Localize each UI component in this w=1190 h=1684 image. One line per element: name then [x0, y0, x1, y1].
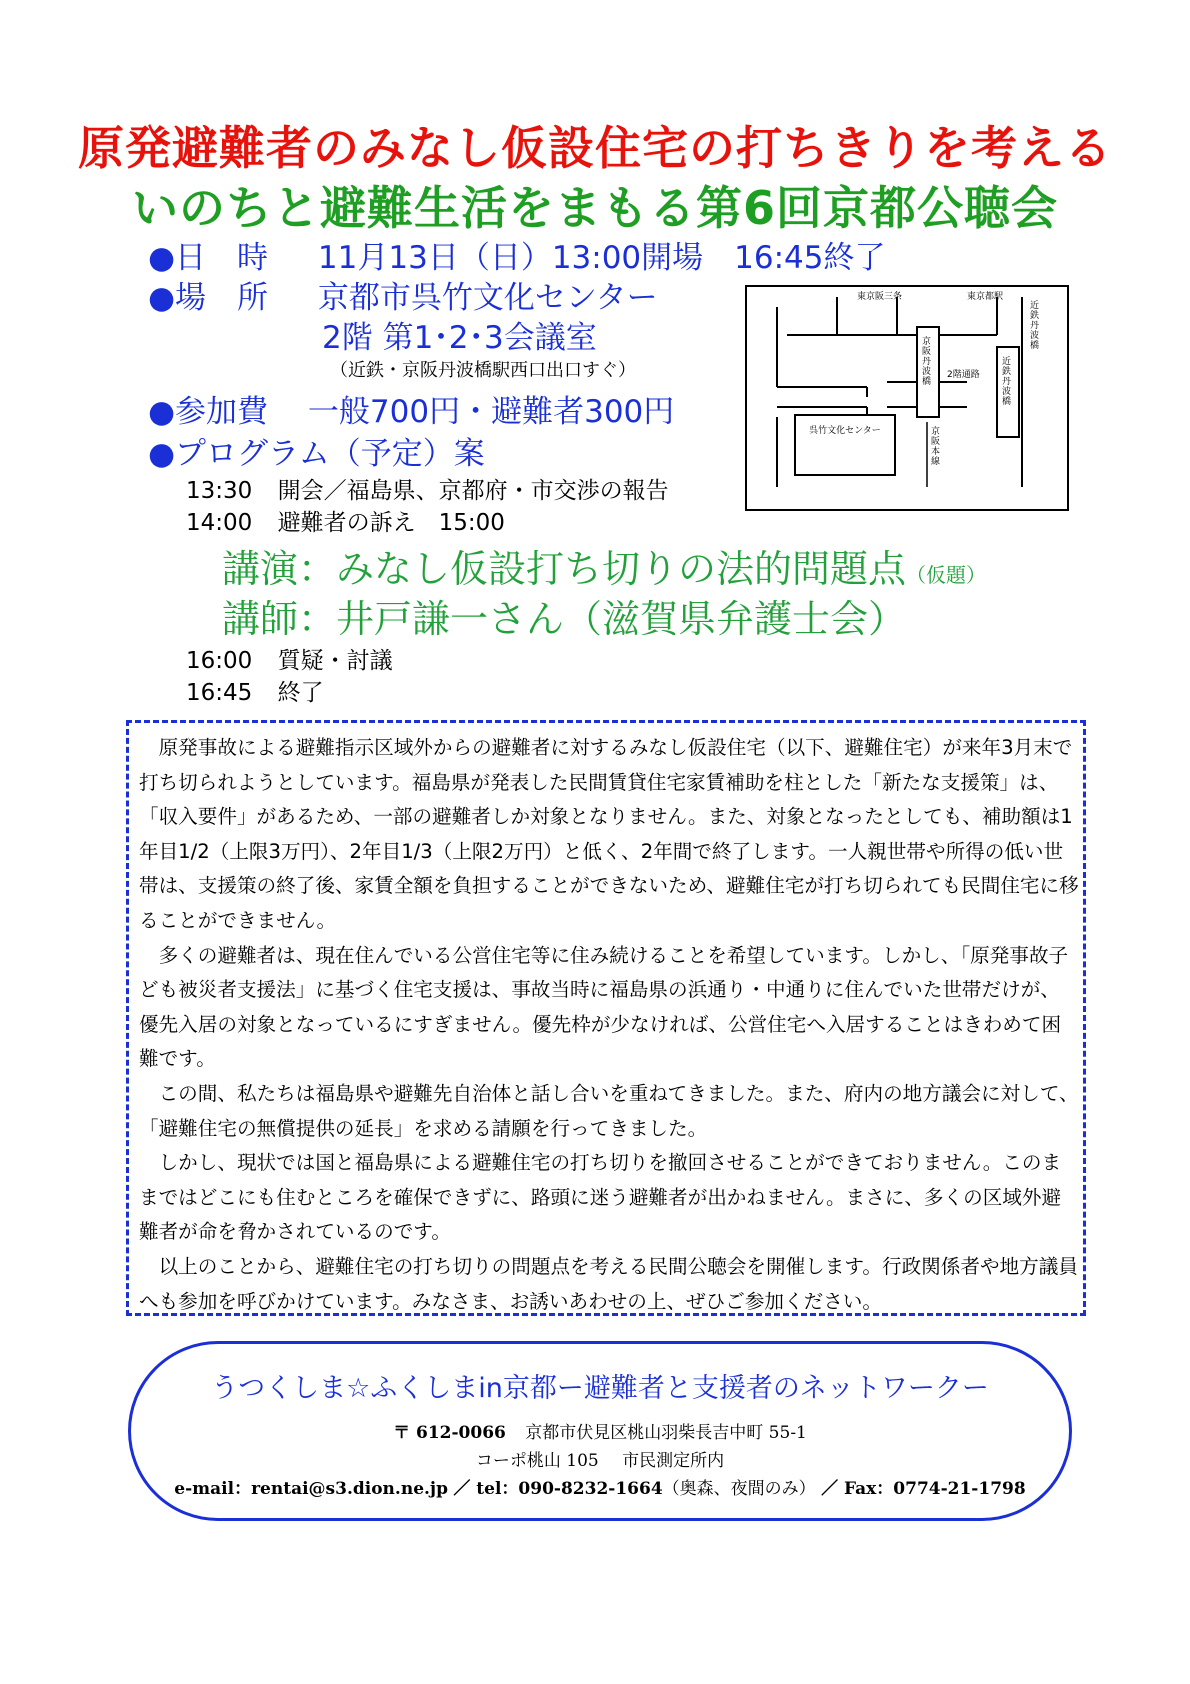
map-label: 京阪丹波橋: [922, 337, 932, 387]
body-paragraph: 多くの避難者は、現在住んでいる公営住宅等に住み続けることを希望しています。しかし、「原発事故子ども被災者支援法」に基づく住宅支援は、事故当時に福島県の浜通り・中通りに住んでいた世帯だけが、優先入居の対象となっているにすぎません。優先枠が少なければ、公営住宅へ入居することはきわめて困難です。: [139, 943, 1069, 1071]
date-row: [148, 232, 886, 277]
program-item: [186, 472, 669, 505]
program-item: [186, 504, 505, 537]
program-time: 13:30: [186, 478, 253, 504]
program-time: 16:00: [186, 648, 253, 674]
office: 市民測定所内: [622, 1451, 725, 1471]
email-label: e-mail：: [174, 1479, 252, 1499]
place-label: ●場 所: [148, 280, 269, 316]
date-label: ●日 時: [148, 240, 269, 276]
place-room: 2階 第1･2･3会議室: [322, 320, 597, 356]
body-paragraph: しかし、現状では国と福島県による避難住宅の打ち切りを撤回させることができておりません。このままではどこにも住むところを確保できずに、路頭に迷う避難者が出かねません。まさに、多くの区域外避難者が命を脅かされているのです。: [139, 1151, 1062, 1244]
map-label: 東京都駅: [967, 292, 1004, 302]
tel-number: 090-8232-1664: [518, 1479, 663, 1499]
map-label: 呉竹文化センター: [809, 426, 881, 436]
map-drawing: [747, 287, 1067, 509]
map-label: 東京阪三条: [857, 292, 903, 302]
program-text: 終了: [277, 680, 324, 706]
place-note: （近鉄・京阪丹波橋駅西口出口すぐ）: [330, 360, 636, 381]
body-paragraph: 原発事故による避難指示区域外からの避難者に対するみなし仮設住宅（以下、避難住宅）が来年3月末で打ち切られようとしています。福島県が発表した民間賃貸住宅家賃補助を柱とした「新たな支援策」は、「収入要件」があるため、一部の避難者しか対象となりません。また、対象となったとしても、補助額は1年目1/2（上限3万円）、2年目1/3（上限2万円）と低く、2年間で終了します。一人親世帯や所得の低い世帯は、支援策の終了後、家賃全額を負担することができないため、避難住宅が打ち切られても民間住宅に移ることができません。: [139, 736, 1079, 932]
address: 京都市伏見区桃山羽柴長吉中町 55-1: [525, 1423, 807, 1443]
place-value: 京都市呉竹文化センター: [317, 280, 658, 316]
email-link[interactable]: rentai@s3.dion.ne.jp: [251, 1479, 448, 1499]
body-paragraph: この間、私たちは福島県や避難先自治体と話し合いを重ねてきました。また、府内の地方議会に対して、「避難住宅の無償提供の延長」を求める請願を行ってきました。: [139, 1081, 1079, 1140]
place-row: [148, 272, 658, 317]
program-text: 開会／福島県、京都府・市交渉の報告: [277, 478, 669, 504]
description-text: [139, 731, 1079, 1319]
fax-number: 0774-21-1798: [893, 1479, 1026, 1499]
event-title-line-2: いのちと避難生活をまもる第6回京都公聴会: [131, 181, 1058, 235]
program-label: ●プログラム（予定）案: [148, 436, 485, 472]
contact-line: [131, 1474, 1069, 1499]
program-time: 16:45: [186, 680, 253, 706]
lecture-speaker: 講師：井戸謙一さん（滋賀県弁護士会）: [222, 597, 907, 641]
map-label: 2階通路: [947, 370, 980, 380]
fee-label: ●参加費: [148, 394, 269, 430]
tel-label: ／ tel：: [453, 1479, 519, 1499]
tel-note: （奥森、夜間のみ）: [662, 1479, 816, 1499]
address-line: [131, 1418, 1069, 1443]
culture-center-box: [795, 415, 895, 475]
lecture-title: [222, 538, 986, 593]
date-value: 11月13日（日）13:00開場 16:45終了: [317, 240, 886, 276]
fee-value: 一般700円・避難者300円: [307, 394, 675, 430]
building-line: [131, 1446, 1069, 1471]
program-text: 避難者の訴え 15:00: [277, 510, 505, 536]
map-label: 近鉄丹波橋: [1002, 357, 1012, 407]
postal-code: 〒 612-0066: [393, 1423, 506, 1443]
organization-name: うつくしま☆ふくしまin京都ー避難者と支援者のネットワークー: [211, 1373, 989, 1404]
fee-row: [148, 386, 674, 431]
building: コーポ桃山 105: [475, 1451, 599, 1471]
map-label: 京阪本線: [931, 427, 941, 467]
program-item: [186, 642, 393, 675]
program-item: [186, 674, 324, 707]
body-paragraph: 以上のことから、避難住宅の打ち切りの問題点を考える民間公聴会を開催します。行政関係者や地方議員へも参加を呼びかけています。みなさま、お誘いあわせの上、ぜひご参加ください。: [139, 1254, 1078, 1313]
lecture-title-note: （仮題）: [906, 563, 987, 587]
fax-label: ／ Fax：: [821, 1479, 894, 1499]
contact-box: [128, 1341, 1072, 1521]
lecture-title-text: 講演：みなし仮設打ち切りの法的問題点: [222, 547, 907, 591]
program-text: 質疑・討議: [277, 648, 393, 674]
venue-map: [745, 285, 1069, 511]
program-time: 14:00: [186, 510, 253, 536]
map-label: 近鉄丹波橋: [1030, 301, 1040, 351]
description-box: [126, 720, 1086, 1316]
event-title-line-1: 原発避難者のみなし仮設住宅の打ちきりを考える: [78, 121, 1112, 175]
